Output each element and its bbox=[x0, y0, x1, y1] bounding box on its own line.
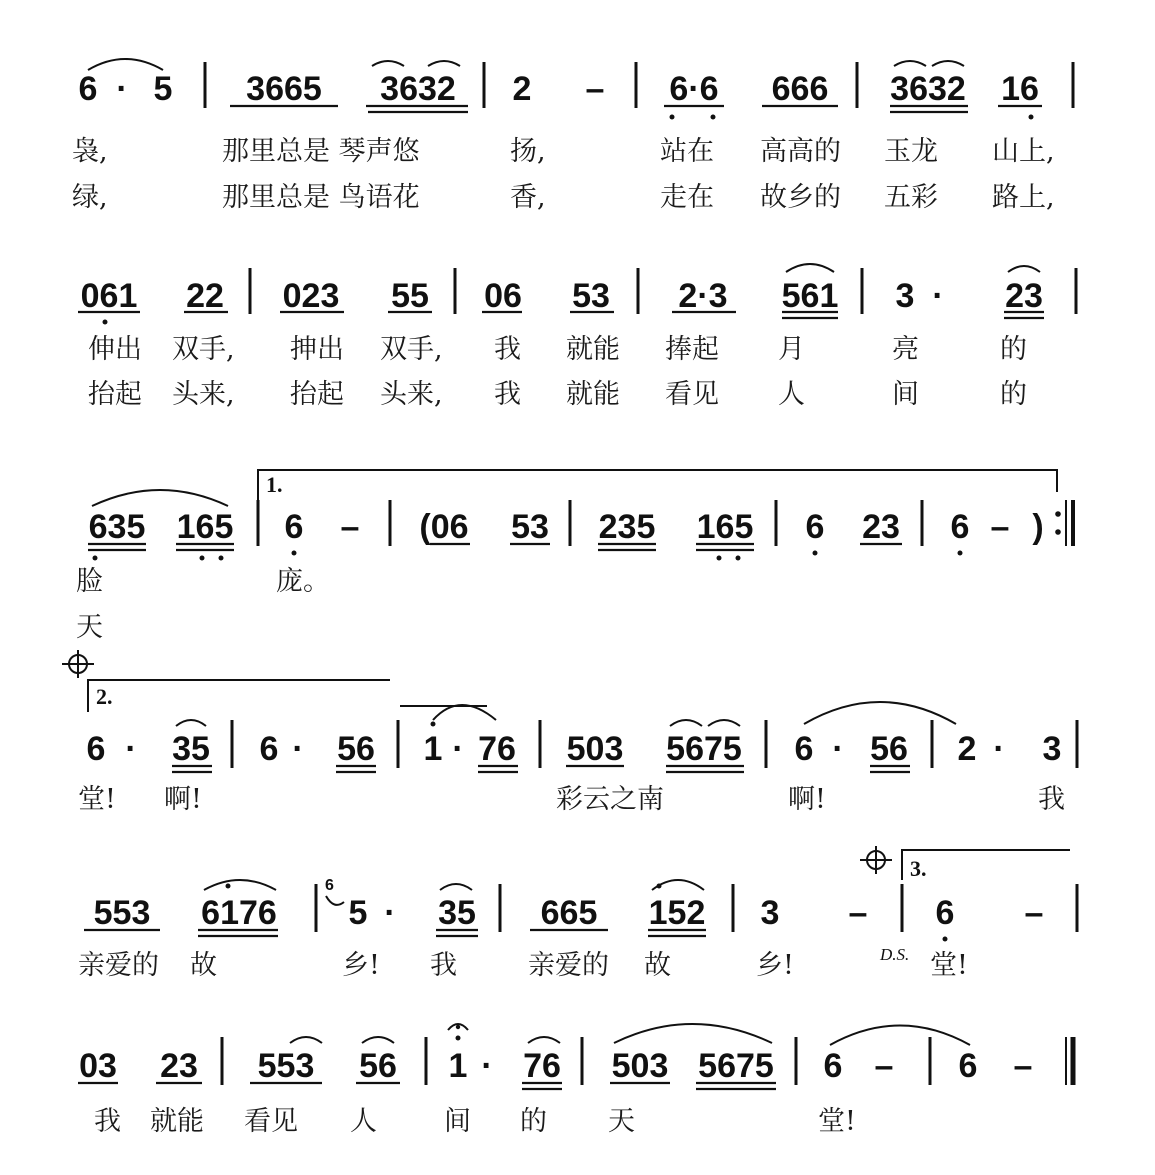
lyric-verse-1: 捧起 bbox=[665, 334, 719, 365]
lower-octave-dot bbox=[292, 551, 297, 556]
note-group: 55 bbox=[391, 277, 429, 315]
note-group: 553 bbox=[257, 1047, 315, 1085]
lyric-verse-2: 五彩 bbox=[884, 182, 938, 213]
lower-octave-dot bbox=[200, 556, 205, 561]
note-group: 22 bbox=[186, 277, 224, 315]
note: 1 bbox=[448, 1047, 468, 1085]
lyric-verse-2: 就能 bbox=[566, 379, 620, 410]
lyric-verse-1: 亲爱的 bbox=[528, 950, 609, 981]
dot-duration: · bbox=[116, 70, 128, 108]
dot-duration: · bbox=[481, 1047, 493, 1085]
lyric-verse-1: 的 bbox=[1000, 334, 1027, 365]
dash-sustain: – bbox=[585, 70, 605, 108]
note-group: 3632 bbox=[380, 70, 456, 108]
lyric-verse-2: 走在 bbox=[660, 182, 714, 213]
lyric-verse-1: 我 bbox=[494, 334, 521, 365]
slur bbox=[894, 61, 926, 66]
lyric-verse-1: 伸出 bbox=[88, 334, 142, 365]
lyric-verse-1: 亮 bbox=[892, 334, 919, 365]
lyric-verse-1: 抻出 bbox=[290, 334, 344, 365]
upper-octave-dot bbox=[657, 884, 662, 889]
dot-duration: · bbox=[932, 277, 944, 315]
lyric-verse-2: 看见 bbox=[665, 379, 719, 410]
note: 6 bbox=[823, 1047, 843, 1085]
note-group: 76 bbox=[523, 1047, 561, 1085]
note: 6 bbox=[935, 894, 955, 932]
note-group: (06 bbox=[419, 508, 469, 546]
lyric-verse-1: 乡! bbox=[342, 950, 380, 981]
volta-bracket bbox=[88, 680, 390, 712]
slur bbox=[670, 720, 702, 726]
lyric-verse-2: 路上, bbox=[992, 182, 1055, 213]
repeat-dot bbox=[1055, 529, 1061, 535]
lyric-verse-1: 玉龙 bbox=[884, 136, 938, 167]
score-row-5 bbox=[78, 846, 1077, 981]
lyric-verse-1: 月 bbox=[778, 334, 805, 365]
note-group: 5675 bbox=[666, 730, 742, 768]
fermata-icon bbox=[448, 1024, 468, 1030]
close-paren: ) bbox=[1032, 508, 1044, 546]
slur bbox=[786, 264, 834, 272]
lyric-verse-1: 我 bbox=[430, 950, 457, 981]
dal-segno-mark: D.S. bbox=[880, 945, 910, 964]
coda-sign-icon bbox=[860, 846, 892, 874]
lyric-verse-1: 乡! bbox=[756, 950, 794, 981]
slur bbox=[440, 884, 472, 890]
score-row-6 bbox=[78, 1024, 1073, 1137]
note: 3 bbox=[1042, 730, 1062, 768]
note-group: 023 bbox=[282, 277, 340, 315]
lyric-verse-2: 抬起 bbox=[290, 379, 344, 410]
lyric-verse-1: 双手, bbox=[380, 334, 443, 365]
note: 3 bbox=[760, 894, 780, 932]
note-group: 165 bbox=[176, 508, 234, 546]
volta-label: 3. bbox=[910, 856, 927, 881]
slur bbox=[830, 1026, 970, 1046]
slur bbox=[433, 705, 496, 720]
note-group: 53 bbox=[572, 277, 610, 315]
note-group: 23 bbox=[862, 508, 900, 546]
lyric-verse-2: 故乡的 bbox=[760, 182, 841, 213]
lower-octave-dot bbox=[93, 556, 98, 561]
lyric-verse-1: 我 bbox=[1038, 784, 1065, 815]
lyric-verse-1: 就能 bbox=[566, 334, 620, 365]
lyric-verse-1: 高高的 bbox=[760, 136, 841, 167]
lyric-verse-2: 的 bbox=[1000, 379, 1027, 410]
slur bbox=[708, 720, 740, 726]
lyric-verse-1: 袅, bbox=[72, 136, 108, 167]
lower-octave-dot bbox=[717, 556, 722, 561]
slur bbox=[176, 720, 206, 726]
note-group: 76 bbox=[478, 730, 516, 768]
lyric-verse-1: 就能 bbox=[150, 1106, 204, 1137]
note: 3 bbox=[895, 277, 915, 315]
lyric-verse-1: 啊! bbox=[788, 784, 826, 815]
slur bbox=[92, 490, 228, 506]
lyric-verse-1: 脸 bbox=[76, 566, 103, 597]
dot-duration: · bbox=[993, 730, 1005, 768]
lyric-verse-1: 间 bbox=[444, 1106, 471, 1137]
lyric-verse-2: 那里总是 鸟语花 bbox=[222, 182, 420, 213]
lower-octave-dot bbox=[943, 937, 948, 942]
slur bbox=[528, 1037, 560, 1043]
upper-octave-dot bbox=[431, 722, 436, 727]
note: 6 bbox=[958, 1047, 978, 1085]
note: 2 bbox=[957, 730, 977, 768]
lower-octave-dot bbox=[711, 115, 716, 120]
note-group: 503 bbox=[566, 730, 624, 768]
score-row-2 bbox=[78, 264, 1076, 410]
note: 5 bbox=[348, 894, 368, 932]
lyric-verse-2: 间 bbox=[892, 379, 919, 410]
lyric-verse-1: 山上, bbox=[992, 136, 1055, 167]
note-group: 061 bbox=[80, 277, 138, 315]
volta-label: 1. bbox=[266, 472, 283, 497]
dot-duration: · bbox=[125, 730, 137, 768]
lyric-verse-1: 啊! bbox=[164, 784, 202, 815]
lower-octave-dot bbox=[670, 115, 675, 120]
lyric-verse-2: 抬起 bbox=[88, 379, 142, 410]
slur bbox=[932, 61, 964, 66]
note: 6 bbox=[259, 730, 279, 768]
lyric-verse-1: 站在 bbox=[660, 136, 714, 167]
lyric-verse-1: 扬, bbox=[510, 136, 546, 167]
slur bbox=[372, 61, 404, 66]
note-group: 03 bbox=[79, 1047, 117, 1085]
slur bbox=[614, 1024, 772, 1043]
slur bbox=[428, 61, 460, 66]
note-group: 5675 bbox=[698, 1047, 774, 1085]
repeat-dot bbox=[1055, 511, 1061, 517]
dot-duration: · bbox=[452, 730, 464, 768]
volta-label: 2. bbox=[96, 684, 113, 709]
lower-octave-dot bbox=[736, 556, 741, 561]
note-group: 6176 bbox=[201, 894, 277, 932]
lower-octave-dot bbox=[958, 551, 963, 556]
note-group: 23 bbox=[160, 1047, 198, 1085]
dot-duration: · bbox=[384, 894, 396, 932]
lyric-verse-1: 故 bbox=[644, 950, 671, 981]
note-group: 56 bbox=[337, 730, 375, 768]
dot-duration: · bbox=[292, 730, 304, 768]
lower-octave-dot bbox=[219, 556, 224, 561]
note-group: 35 bbox=[172, 730, 210, 768]
upper-octave-dot bbox=[226, 884, 231, 889]
note-group: 666 bbox=[771, 70, 829, 108]
upper-octave-dot bbox=[456, 1036, 461, 1041]
volta-bracket bbox=[258, 470, 1057, 505]
lyric-verse-2: 绿, bbox=[72, 182, 108, 213]
note: 6 bbox=[805, 508, 825, 546]
note-group: 235 bbox=[598, 508, 656, 546]
dash-sustain: – bbox=[1024, 894, 1044, 932]
slur bbox=[290, 1037, 322, 1043]
lyric-verse-1: 我 bbox=[94, 1106, 121, 1137]
lyric-verse-2: 人 bbox=[778, 379, 805, 410]
lower-octave-dot bbox=[1029, 115, 1034, 120]
lyric-verse-1: 堂! bbox=[930, 950, 968, 981]
note-group: 3665 bbox=[246, 70, 322, 108]
note-group: 56 bbox=[870, 730, 908, 768]
lyric-verse-1: 那里总是 琴声悠 bbox=[222, 136, 420, 167]
lyric-verse-1: 堂! bbox=[78, 784, 116, 815]
note-group: 53 bbox=[511, 508, 549, 546]
slur bbox=[204, 880, 276, 890]
note: 5 bbox=[153, 70, 173, 108]
note-group: 2·3 bbox=[678, 277, 728, 315]
dash-sustain: – bbox=[1013, 1047, 1033, 1085]
note-group: 23 bbox=[1005, 277, 1043, 315]
lower-octave-dot bbox=[813, 551, 818, 556]
note: 6 bbox=[794, 730, 814, 768]
lyric-verse-2: 头来, bbox=[172, 379, 235, 410]
note: 6 bbox=[284, 508, 304, 546]
dash-sustain: – bbox=[340, 508, 360, 546]
note: 6 bbox=[78, 70, 98, 108]
note: 6 bbox=[86, 730, 106, 768]
slur bbox=[1008, 266, 1040, 272]
note-group: 3632 bbox=[890, 70, 966, 108]
lyric-verse-1: 人 bbox=[350, 1106, 377, 1137]
lyric-verse-1: 看见 bbox=[244, 1106, 298, 1137]
slur bbox=[88, 59, 163, 70]
lyric-verse-1: 的 bbox=[520, 1106, 547, 1137]
dash-sustain: – bbox=[874, 1047, 894, 1085]
lyric-verse-1: 天 bbox=[608, 1106, 635, 1137]
note-group: 635 bbox=[88, 508, 146, 546]
note: 1 bbox=[423, 730, 443, 768]
note-group: 165 bbox=[696, 508, 754, 546]
note-group: 06 bbox=[484, 277, 522, 315]
score-row-4 bbox=[62, 650, 1077, 815]
lyric-verse-1: 堂! bbox=[818, 1106, 856, 1137]
lyric-verse-1: 故 bbox=[190, 950, 217, 981]
lyric-verse-1: 亲爱的 bbox=[78, 950, 159, 981]
lyric-verse-2: 香, bbox=[510, 182, 546, 213]
coda-sign-icon bbox=[62, 650, 94, 678]
grace-slur bbox=[326, 896, 344, 905]
dot-duration: · bbox=[832, 730, 844, 768]
score-row-3 bbox=[76, 470, 1073, 643]
note-group: 35 bbox=[438, 894, 476, 932]
lyric-verse-1: 双手, bbox=[172, 334, 235, 365]
dash-sustain: – bbox=[990, 508, 1010, 546]
lyric-verse-1: 庞。 bbox=[276, 566, 330, 597]
note-group: 665 bbox=[540, 894, 598, 932]
dash-sustain: – bbox=[848, 894, 868, 932]
note: 6 bbox=[950, 508, 970, 546]
volta-bracket bbox=[902, 850, 1070, 880]
note-group: 503 bbox=[611, 1047, 669, 1085]
lyric-verse-2: 我 bbox=[494, 379, 521, 410]
note-group: 6·6 bbox=[669, 70, 719, 108]
slur bbox=[362, 1037, 394, 1043]
note-group: 56 bbox=[359, 1047, 397, 1085]
note-group: 152 bbox=[648, 894, 706, 932]
lyric-verse-2: 天 bbox=[76, 612, 103, 643]
note: 2 bbox=[512, 70, 532, 108]
note-group: 553 bbox=[93, 894, 151, 932]
lower-octave-dot bbox=[103, 320, 108, 325]
lyric-verse-1: 彩云之南 bbox=[556, 784, 664, 815]
lyric-verse-2: 头来, bbox=[380, 379, 443, 410]
score-row-1 bbox=[72, 59, 1073, 213]
note-group: 561 bbox=[781, 277, 839, 315]
grace-note: 6 bbox=[325, 877, 334, 894]
note-group: 16 bbox=[1001, 70, 1039, 108]
